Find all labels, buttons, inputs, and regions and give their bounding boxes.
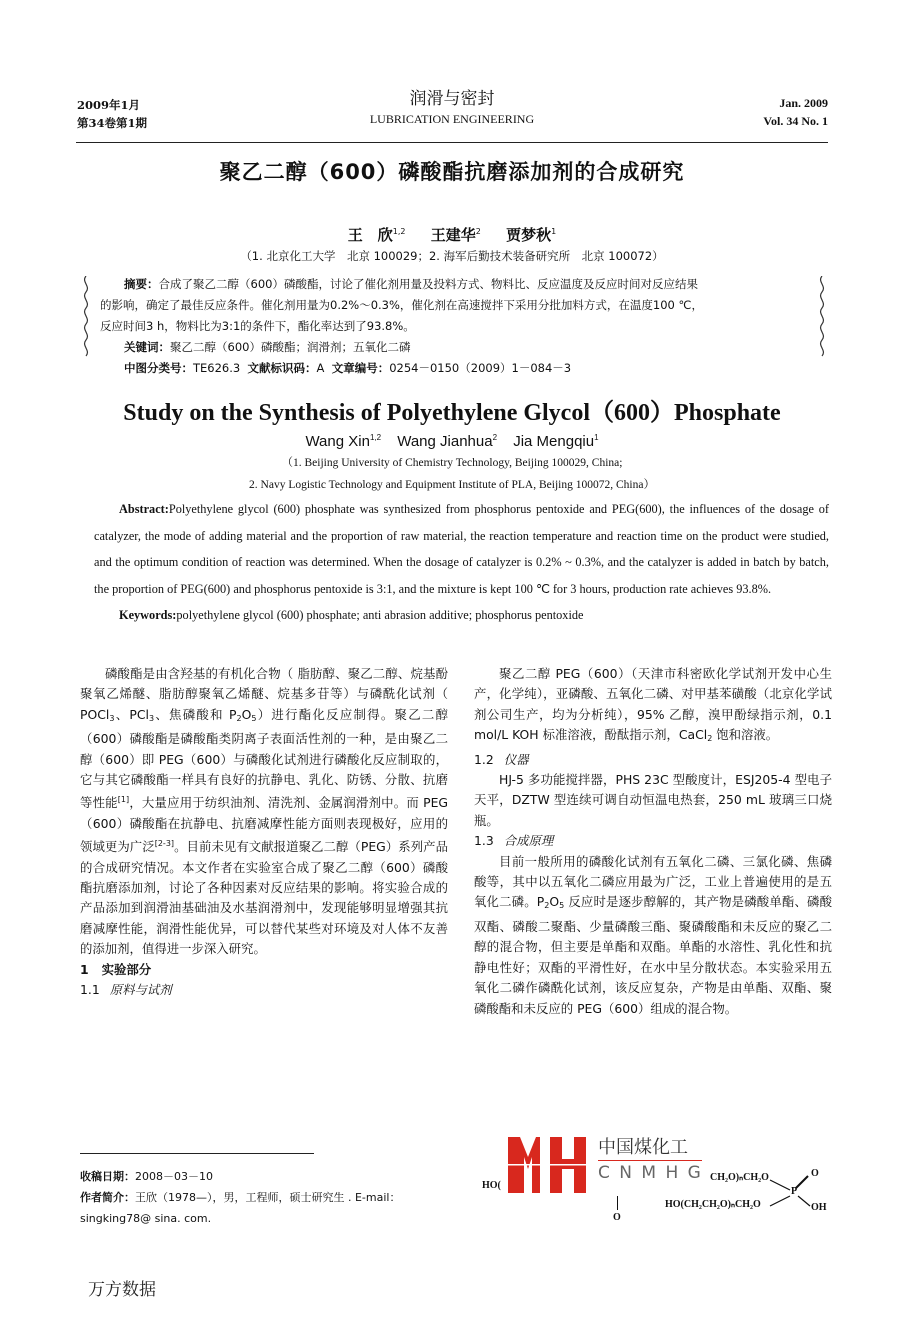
section-1-3-heading: 1.3 合成原理 — [474, 833, 554, 849]
section-1-1-heading: 1.1 原料与试剂 — [80, 982, 172, 998]
principle-paragraph: 目前一般所用的磷酸化试剂有五氧化二磷、三氯化磷、焦磷酸等，其中以五氧化二磷应用最为广泛，工业上普遍使用的是五氧化二磷。$P_2O_5$ 反应时是逐步醇解的，其产物是磷酸单酯、磷酸双酯、磷酸二聚酯、少量磷酸三酯、聚磷酸酯和未反应的聚乙二醇的混合物，但主要是单酯和双酯。单酯的水溶性、乳化性和抗静电性好；双酯的平滑性好，在水中呈分散状态。本实验采用五氧化二磷作磷酰化试剂，该反应复杂，产物是由单酯、双酯、聚磷酸酯和未反应的 PEG（600）组成的混合物。 — [474, 853, 833, 1016]
body-left-column — [80, 664, 448, 1001]
issue-en: Vol. 34 No. 1 — [763, 114, 828, 128]
keywords-en: Keywords:polyethylene glycol (600) phosphate; anti abrasion additive; phosphorus pentoxide — [119, 608, 584, 622]
citation-1[interactable]: [1] — [117, 795, 130, 805]
author-en: Wang Jianhua$^2$ — [397, 433, 498, 450]
journal-name — [300, 88, 604, 128]
affiliation-en: （1. Beijing University of Chemistry Technology, Beijing 100029, China; 2. Navy Logistic Technology and Equipment Institute of PLA, Beijing 100072, China） — [249, 457, 655, 491]
abstract-cn: 摘要：合成了聚乙二醇（600）磷酸酯，讨论了催化剂用量及投料方式、物料比、反应温度及反应时间对反应结果 的影响，确定了最佳反应条件。催化剂用量为0.2%～0.3%，催化剂在高速搅拌下采用分批加料方式，在温度100 ℃， 反应时间3 h，物料比为3:1的条件下，酯化率达到了93.8%。 关键词：聚乙二醇（600）磷酸酯；润滑剂；五氧化二磷 中图分类号：TE626.3 文献标识码：A 文章编号：0254－0150（2009）1－084－3 — [100, 274, 812, 379]
classification-cn: 中图分类号：TE626.3 文献标识码：A 文章编号：0254－0150（2009）1－084－3 — [124, 361, 572, 375]
header-rule — [76, 142, 828, 143]
body-right-column — [474, 664, 832, 1019]
footnote-rule — [80, 1153, 314, 1154]
abstract-label-cn: 摘要： — [124, 277, 159, 291]
formula-p: P — [791, 1186, 798, 1197]
title-en: Study on the Synthesis of Polyethylene Glycol（600）Phosphate — [123, 400, 781, 426]
watermark-en: C N M H G — [598, 1163, 703, 1183]
mh-logo-icon — [506, 1135, 588, 1195]
formula-o-below: O — [613, 1212, 621, 1223]
abstract-label-en: Abstract: — [119, 502, 169, 516]
section-1-2-heading: 1.2 仪器 — [474, 751, 529, 767]
watermark-cn: 中国煤化工 — [598, 1137, 688, 1158]
instruments-paragraph: HJ-5 多功能搅拌器，PHS 23C 型酸度计，ESJ205-4 型电子天平，DZTW 型连续可调自动恒温电热套，250 mL 玻璃三口烧瓶。 — [474, 772, 832, 828]
vine-border-right-icon — [816, 276, 828, 360]
journal-name-cn: 润滑与密封 — [409, 89, 495, 109]
author-en: Jia Mengqiu$^1$ — [513, 433, 599, 450]
intro-paragraph: 磷酸酯是由含羟基的有机化合物（ 脂肪醇、聚乙二醇、烷基酚聚氧乙烯醚、脂肪醇聚氧乙烯醚、烷基多苷等）与磷酰化试剂（ POCl$_3$、PCl$_3$、焦磷酸和 $P_2O_5$）进行酯化反应制得。聚乙二醇（600）磷酸酯是磷酸酯类阴离子表面活性剂的一种，是由聚乙二醇（600）即 PEG（600）与磷酸化试剂进行磷酸化反应制取的，它与其它磷酸酯一样具有良好的抗静电、乳化、防锈、分散、抗磨等性能[1]，大量应用于纺织油剂、清洗剂、金属润滑剂中。而 PEG（600）磷酸酯在抗静电、抗磨减摩性能方面则表现极好，应用的领域更为广泛[2-3]。目前未见有文献报道聚乙二醇（PEG）系列产品的合成研究情况。本文作者在实验室合成了聚乙二醇（600）磷酸酯抗磨添加剂，讨论了各种因素对反应结果的影响。将实验合成的产品添加到润滑油基础油及水基润滑剂中，发现能够明显增强其抗磨减摩性能，润滑性能优异，可以替代某些对环境及对人体不友善的添加剂，值得进一步深入研究。 — [80, 666, 449, 957]
citation-2-3[interactable]: [2-3] — [154, 839, 175, 849]
journal-name-en: LUBRICATION ENGINEERING — [369, 112, 535, 126]
formula-o: O — [811, 1168, 819, 1179]
formula-top: CH₂O)ₙCH₂O — [710, 1172, 769, 1183]
formula-left: HO( — [482, 1180, 501, 1191]
author-en: Wang Xin$^{1,2}$ — [305, 433, 382, 450]
author-bio: 作者简介：王欣（1978—），男，工程师，硕士研究生 . E-mail：singking78@ sina. com. — [80, 1191, 401, 1225]
keywords-cn: 关键词：聚乙二醇（600）磷酸酯；润滑剂；五氧化二磷 — [124, 340, 411, 354]
author-cn: 贾梦秋$^1$ — [506, 226, 557, 244]
author-cn: 王建华$^2$ — [430, 226, 481, 244]
section-1-heading: 1 实验部分 — [80, 961, 152, 977]
watermark-rule — [598, 1160, 702, 1161]
authors-cn — [60, 222, 844, 245]
authors-en — [40, 428, 864, 452]
date-en: Jan. 2009 — [779, 96, 828, 110]
date-cn: 2009年1月 — [77, 98, 141, 112]
formula-bond-vertical — [617, 1196, 618, 1210]
formula-bottom: HO(CH₂CH₂O)ₙCH₂O — [665, 1199, 761, 1210]
title-cn: 聚乙二醇（600）磷酸酯抗磨添加剂的合成研究 — [219, 160, 685, 184]
formula-oh: OH — [811, 1202, 827, 1213]
author-cn: 王 欣$^{1,2}$ — [347, 226, 406, 244]
affiliation-cn: （1. 北京化工大学 北京 100029；2. 海军后勤技术装备研究所 北京 100072） — [240, 249, 664, 263]
issue-date-cn — [77, 96, 147, 132]
footnote — [80, 1166, 460, 1229]
issue-date-en — [763, 94, 828, 130]
issue-cn: 第34卷第1期 — [77, 116, 148, 130]
materials-paragraph: 聚乙二醇 PEG（600）（天津市科密欧化学试剂开发中心生产，化学纯），亚磷酸、五氧化二磷、对甲基苯磺酸（北京化学试剂公司生产，均为分析纯），95% 乙醇，溴甲酚绿指示剂，0.1 mol/L KOH 标准溶液，酚酞指示剂，CaCl$_2$ 饱和溶液。 — [474, 666, 832, 744]
vine-border-left-icon — [80, 276, 92, 360]
abstract-en: Abstract:Polyethylene glycol (600) phosphate was synthesized from phosphorus pentoxide and PEG(600), the influences of the dosage of catalyzer, the mode of adding material and the proportion of raw material, the reaction temperature and reaction time on the product were studied, and the optimum condition of reaction was determined. When the dosage of catalyzer is 0.2% ~ 0.3%, and the catalyzer is added in batch by batch, the proportion of PEG(600) and phosphorus pentoxide is 3:1, and the mixture is kept 100 ℃ for 3 hours, production rate achieves 93.8%. Keywords:polyethylene glycol (600) phosphate; anti abrasion additive; phosphorus pentoxide — [94, 496, 829, 629]
received-date: 收稿日期：2008－03－10 — [80, 1170, 213, 1183]
source-watermark: 万方数据 — [88, 1280, 156, 1300]
